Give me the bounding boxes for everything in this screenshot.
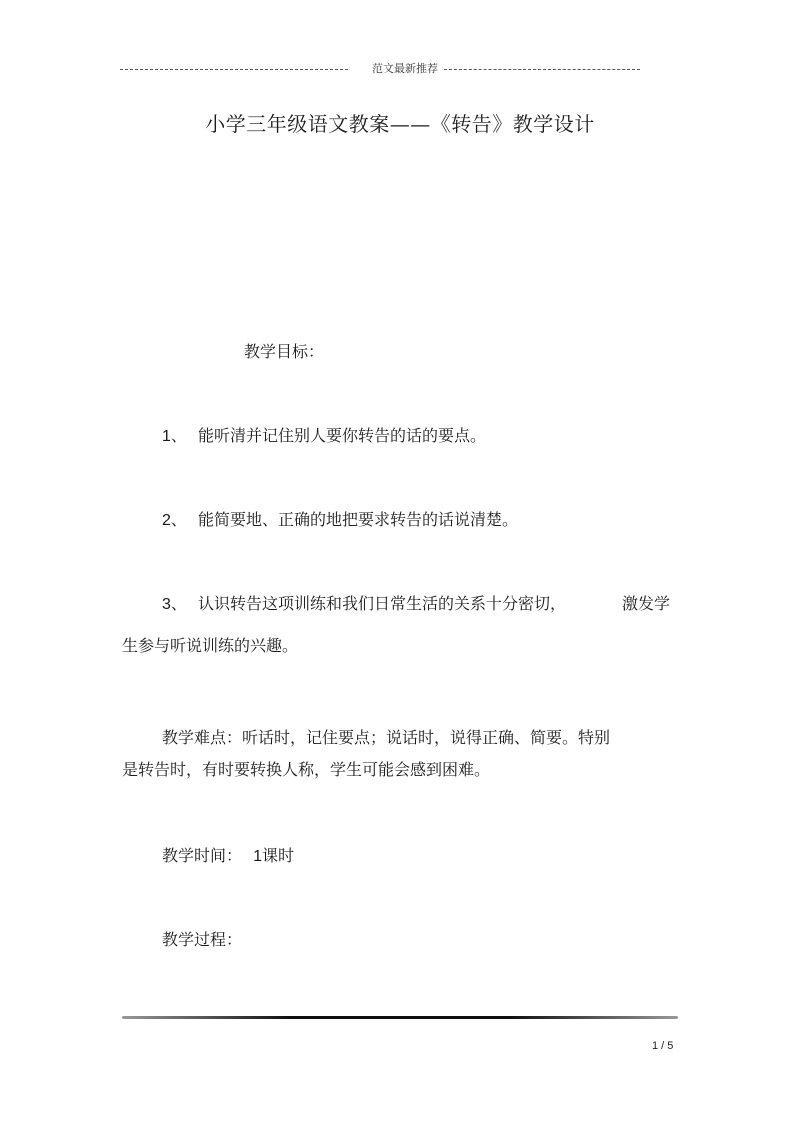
objective-item-3-continuation: 生参与听说训练的兴趣。 [122, 636, 299, 655]
objective-text: 能简要地、正确的地把要求转告的话说清楚。 [198, 510, 519, 529]
objective-text: 能听清并记住别人要你转告的话的要点。 [198, 426, 487, 445]
objectives-heading: 教学目标： [244, 342, 325, 361]
page-header [120, 60, 640, 80]
objective-item-3-tail: 激发学 [622, 594, 671, 613]
objective-text: 认识转告这项训练和我们日常生活的关系十分密切， [198, 594, 567, 613]
process-heading: 教学过程： [162, 930, 243, 949]
header-label: 范文最新推荐 [372, 62, 438, 75]
objective-item-1 [162, 418, 486, 455]
header-dashed-line-right [444, 69, 640, 70]
page-number: 1 / 5 [652, 1040, 674, 1052]
objective-number: 1、 [162, 428, 187, 445]
header-dashed-line-left [120, 69, 348, 70]
time-label: 教学时间： [162, 846, 243, 865]
objective-number: 3、 [162, 596, 187, 613]
footer-rule [122, 1016, 678, 1019]
difficulty-line-2: 是转告时，有时要转换人称，学生可能会感到困难。 [122, 760, 491, 779]
objective-item-3 [162, 586, 566, 623]
time-value: 1 [253, 848, 263, 865]
time-unit: 课时 [262, 846, 295, 865]
difficulty-line-1: 教学难点：听话时，记住要点；说话时，说得正确、简要。特别 [162, 728, 611, 747]
objective-item-2 [162, 502, 518, 539]
teaching-time [162, 838, 294, 875]
document-title: 小学三年级语文教案——《转告》教学设计 [205, 112, 595, 136]
objective-number: 2、 [162, 512, 187, 529]
